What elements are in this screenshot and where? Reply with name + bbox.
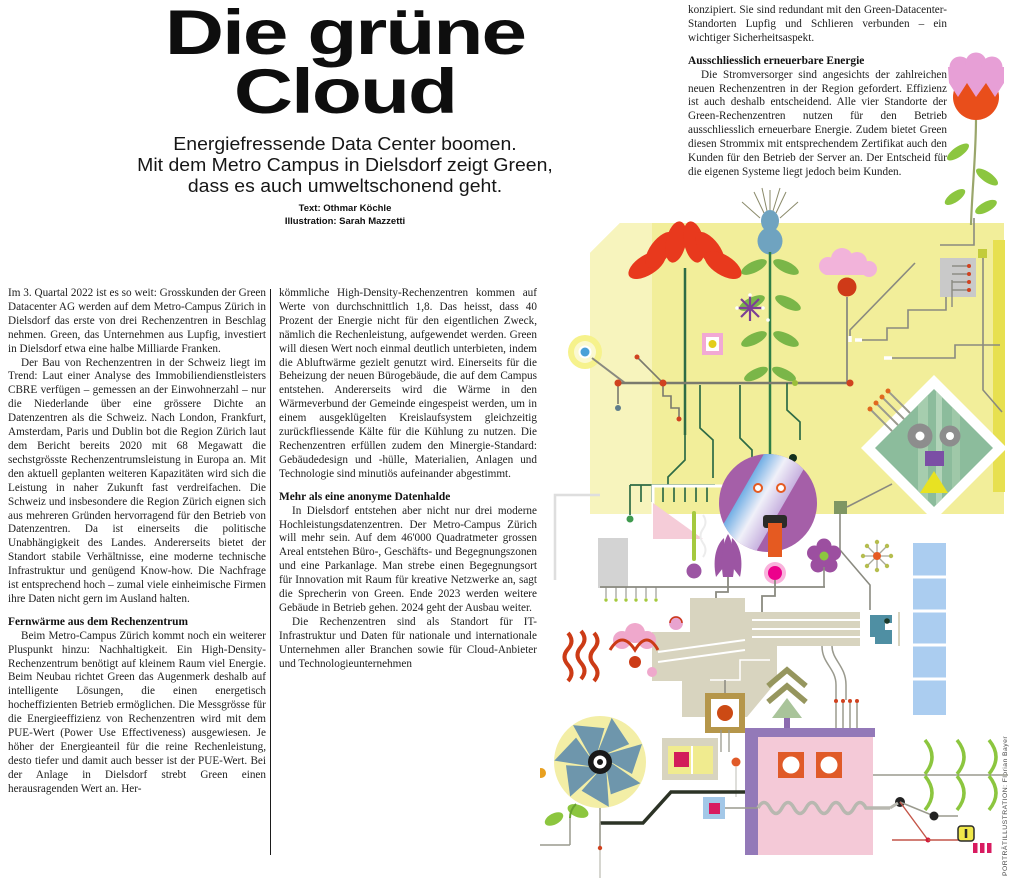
sprout — [543, 801, 591, 828]
pinwheel-fan — [540, 716, 646, 808]
section-heading: Mehr als eine anonyme Datenhalde — [279, 490, 451, 503]
body-paragraph: konzipiert. Sie sind redundant mit den Green-Datacenter-Standorten Lupfig und Schlieren verbunden – ein wichtiger Sicherheitsaspekt. — [688, 4, 947, 44]
body-paragraph: Beim Metro-Campus Zürich kommt noch ein weiterer Pluspunkt hinzu: Nachhaltigkeit. Ein High-Density-Rechenzentrum benötigt auf kleinem Raum viel Energie. Beim Neubau richtet Green das Augenmerk deshalb auf intelligente Lösungen, die einen energetisch hocheffizienten Betrieb ermöglichen. Die Messgrösse für die Energieeffizienz von Rechenzentren wird mit dem PUE-Wert (Power Use Effectiveness) ausgewiesen. Je höher der Energieanteil für die reine Rechenleistung, desto tiefer und damit auch besser ist der PUE-Wert. Bei der Anlage in Dielsdorf strebt Green einen herausragenden Wert an. Her- — [8, 629, 266, 795]
cover-illustration — [540, 40, 1029, 879]
byline-text-credit: Text: Othmar Köchle — [298, 203, 392, 215]
section-heading: Fernwärme aus dem Rechenzentrum — [8, 615, 188, 628]
chevron-tree — [768, 670, 806, 730]
subtitle-line-3: dass es auch umweltschonend geht. — [187, 174, 503, 196]
subtitle-line-2: Mit dem Metro Campus in Dielsdorf zeigt Green, — [137, 153, 553, 175]
subtitle-line-1: Energiefressende Data Center boomen. — [173, 133, 517, 155]
section-heading: Ausschliesslich erneuerbare Energie — [688, 54, 865, 67]
tulip-flower — [942, 53, 1004, 226]
body-paragraph: Der Bau von Rechenzentren in der Schweiz liegt im Trend: Laut einer Analyse des Immobiliendienstleisters CBRE verfügen – gemessen an der Einwohnerzahl – nur die Niederlande über eine grössere Dichte an Datenzentren als die Schweiz. Nach London, Frankfurt, Amsterdam, Paris und Dublin bot die Region Zürich laut dem Bericht bereits 2020 mit 68 Megawatt die sechstgrösste Rechenzentrumsleistung in Europa an. Mit den aktuell geplanten weiteren Kapazitäten wird sich die Leistung in naher Zukunft fast verdreifachen. Die Schweiz und insbesondere die Region Zürich eignen sich aus mehreren Gründen hervorragend für den Betrieb von Datenzentren. Da ist einerseits die politische Unabhängigkeit des Landes. Andererseits bietet der Standort stabile Verhältnisse, eine moderne technische Infrastruktur und genügend Know-how. Die Nachfrage ist entsprechend hoch – zumal viele einheimische Firmen ihre Daten nicht gern im Ausland halten. — [8, 356, 266, 605]
body-paragraph: kömmliche High-Density-Rechenzentren kommen auf Werte von durchschnittlich 1,8. Das heisst, dass 40 Prozent der Energie nicht für den eigentlichen Zweck, nämlich die Rechenleistung, aufgewendet werden. Green will diesen Wert noch einmal deutlich unterbieten, indem die Abluftwärme gezielt genutzt wird. Einerseits für die Beheizung der neuen Bürogebäude, die auf dem Campus entstehen. Andererseits wird die Wärme in den Wärmeverbund der Gemeinde eingespeist werden, um in einem ausgeklügelten Kreislaufsystem gleichzeitig zurückfliessende Kälte für die Kühlung zu nutzen. Die Rechenzentren erfüllen zudem den Minergie-Standard: Gebäudedesign und -hülle, Materialien, Anlagen und Technologie sind minutiös aufeinander abgestimmt. — [279, 287, 537, 480]
portrait-illustration-credit: PORTRÄTILLUSTRATION: Florian Bayer — [1002, 735, 1009, 876]
column-rule — [270, 289, 271, 855]
body-column-2 — [279, 287, 537, 859]
title-line-1: Die grüne — [164, 0, 526, 68]
switch-cluster — [890, 797, 992, 853]
blue-striped-column — [913, 543, 946, 715]
title-line-2: Cloud — [233, 56, 457, 127]
red-wavy-flower — [565, 623, 659, 681]
body-paragraph: Im 3. Quartal 2022 ist es so weit: Grosskunden der Green Datacenter AG werden auf dem Metro-Campus Zürich in Dielsdorf das erste von drei Rechenzentren in Beschlag nehmen. Green, das Unternehmen aus Lupfig, investiert in Dielsdorf etwa eine halbe Milliarde Franken. — [8, 287, 266, 355]
body-column-1 — [8, 287, 266, 859]
yellow-box-component — [668, 746, 713, 774]
pin-curves — [822, 646, 859, 730]
pink-square-chip — [702, 333, 723, 355]
body-paragraph: Die Rechenzentren sind als Standort für IT-Infrastruktur und Daten für nationale und internationale Unternehmen aller Branchen sowie für Cloud-Anbieter und Technologieunternehmen — [279, 615, 537, 670]
body-paragraph: In Dielsdorf entstehen aber nicht nur drei moderne Hochleistungsdatenzentren. Der Metro-Campus Zürich will mehr sein. Auf dem 46'000 Quadratmeter grossen Areal entstehen Büro-, Geschäfts- und Begegnungszonen und eine Parkanlage. Man strebe einen Begegnungsort für Innovation mit Raum für kreative Netzwerke an, sagt die Sprecherin von Green. Ende 2023 werden weitere Gebäude in Betrieb gehen. 2024 geht der Ausbau weiter. — [279, 504, 537, 614]
fern-branches — [873, 740, 1008, 810]
byline-illustration-credit: Illustration: Sarah Mazzetti — [284, 216, 406, 228]
body-paragraph: Die Stromversorger sind angesichts der zahlreichen neuen Rechenzentren in der Region gefordert. Effizienz ist auch deshalb entscheidend. Alle vier Standorte der Green-Rechenzentren nutzen für den Betrieb ausschliesslich erneuerbare Energie. Zudem bietet Green diesen Strommix mit entsprechendem Zertifikat auch den Kunden für den Betrieb der Server an. Der Entscheid für die eigenen Systeme liegt jedoch beim Kunden. — [688, 68, 947, 178]
